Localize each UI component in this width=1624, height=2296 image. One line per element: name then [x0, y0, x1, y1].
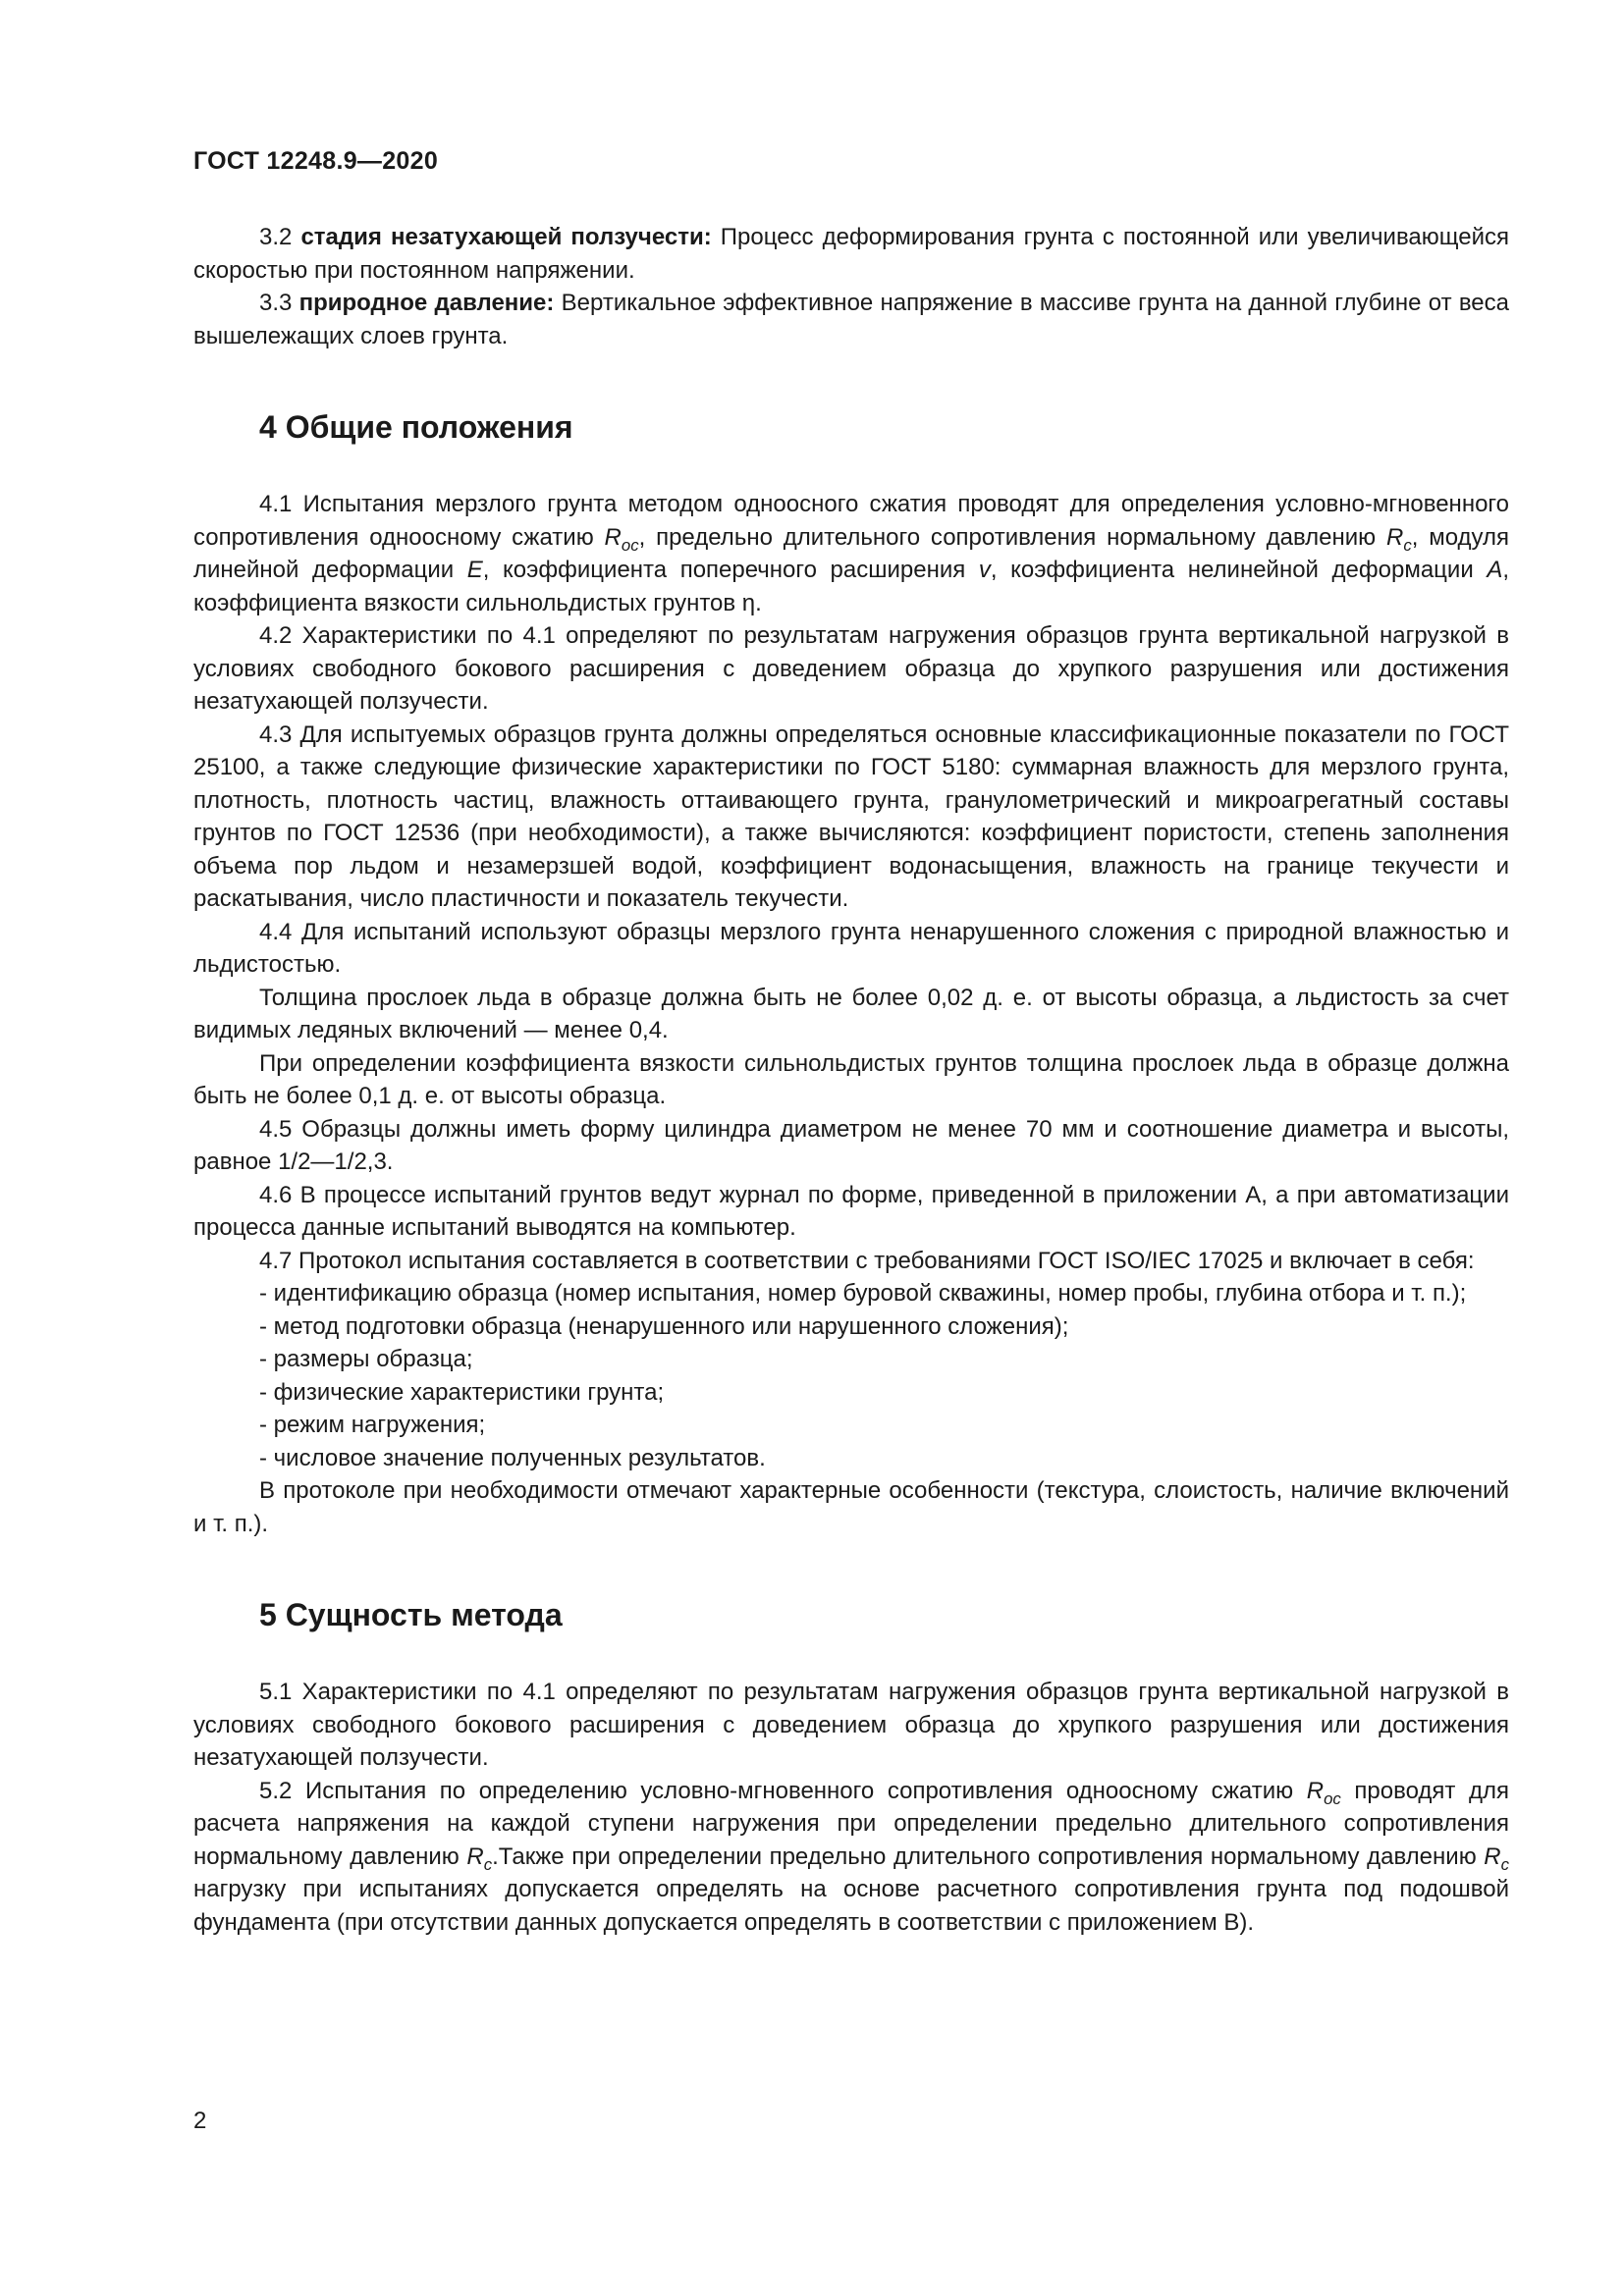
clause-5-1: 5.1 Характеристики по 4.1 определяют по результатам нагружения образцов грунта вертикальной нагрузкой в условиях свободного бокового расширения с доведением образца до хрупкого разрушения или достижения незатухающей ползучести.: [193, 1679, 1509, 1771]
clause-4-2: 4.2 Характеристики по 4.1 определяют по результатам нагружения образцов грунта вертикальной нагрузкой в условиях свободного бокового расширения с доведением образца до хрупкого разрушения или достижения незатухающей ползучести.: [193, 622, 1509, 715]
clause-4-4-ice-layers: Толщина прослоек льда в образце должна быть не более 0,02 д. е. от высоты образца, а льдистость за счет видимых ледяных включений — менее 0,4.: [193, 984, 1509, 1043]
document-body: [193, 221, 1509, 1939]
clause-4-4-viscosity: При определении коэффициента вязкости сильнольдистых грунтов толщина прослоек льда в образце должна быть не более 0,1 д. е. от высоты образца.: [193, 1049, 1509, 1109]
document-header: ГОСТ 12248.9—2020: [193, 147, 439, 175]
clause-3-3: 3.3 природное давление: Вертикальное эффективное напряжение в массиве грунта на данной глубине от веса вышележащих слоев грунта.: [193, 290, 1509, 349]
list-item: - числовое значение полученных результатов.: [259, 1444, 766, 1471]
clause-4-7-notes: В протоколе при необходимости отмечают характерные особенности (текстура, слоистость, наличие включений и т. п.).: [193, 1477, 1509, 1537]
term-nonattenuating-creep: стадия незатухающей ползучести:: [300, 224, 712, 250]
clause-4-4: 4.4 Для испытаний используют образцы мерзлого грунта ненарушенного сложения с природной влажностью и льдистостью.: [193, 918, 1509, 978]
clause-4-3: 4.3 Для испытуемых образцов грунта должны определяться основные классификационные показатели по ГОСТ 25100, а также следующие физические характеристики по ГОСТ 5180: суммарная влажность для мерзлого грунта, плотность, плотность частиц, влажность оттаивающего грунта, гранулометрический и микроагрегатный составы грунтов по ГОСТ 12536 (при необходимости), а также вычисляются: коэффициент пористости, степень заполнения объема пор льдом и незамерзшей водой, коэффициент водонасыщения, влажность на границе текучести и раскатывания, число пластичности и показатель текучести.: [193, 721, 1509, 912]
section-5-title: 5 Сущность метода: [259, 1597, 563, 1632]
term-natural-pressure: природное давление:: [298, 290, 555, 316]
list-item: - размеры образца;: [259, 1346, 473, 1372]
clause-4-7: 4.7 Протокол испытания составляется в соответствии с требованиями ГОСТ ISO/IEC 17025 и включает в себя:: [259, 1247, 1475, 1274]
clause-4-1: 4.1 Испытания мерзлого грунта методом одноосного сжатия проводят для определения условно-мгновенного сопротивления одноосному сжатию $R_{oc}$, предельно длительного сопротивления нормальному давлению $R_c$, модуля линейной деформации E, коэффициента поперечного расширения v, коэффициента нелинейной деформации A, коэффициента вязкости сильнольдистых грунтов η.: [193, 491, 1510, 616]
page-number: 2: [193, 2108, 207, 2134]
list-item: - метод подготовки образца (ненарушенного или нарушенного сложения);: [259, 1312, 1069, 1340]
list-item: - режим нагружения;: [259, 1412, 486, 1438]
list-item: - физические характеристики грунта;: [259, 1378, 665, 1406]
clause-3-2: 3.2 стадия незатухающей ползучести: Процесс деформирования грунта с постоянной или увеличивающейся скоростью при постоянном напряжении.: [193, 224, 1509, 284]
list-item: - идентификацию образца (номер испытания, номер буровой скважины, номер пробы, глубина отбора и т. п.);: [259, 1280, 1467, 1307]
clause-4-5: 4.5 Образцы должны иметь форму цилиндра диаметром не менее 70 мм и соотношение диаметра и высоты, равное 1/2—1/2,3.: [193, 1115, 1509, 1175]
clause-5-2: 5.2 Испытания по определению условно-мгновенного сопротивления одноосному сжатию $R_{oc}$ проводят для расчета напряжения на каждой ступени нагружения при определении предельно длительного сопротивления нормальному давлению $R_c.Также$ при определении предельно длительного сопротивления нормальному давлению $R_c$ нагрузку при испытаниях допускается определять на основе расчетного сопротивления грунта под подошвой фундамента (при отсутствии данных допускается определять в соответствии с приложением В).: [193, 1777, 1510, 1936]
clause-4-6: 4.6 В процессе испытаний грунтов ведут журнал по форме, приведенной в приложении А, а при автоматизации процесса данные испытаний выводятся на компьютер.: [193, 1181, 1509, 1241]
section-4-title: 4 Общие положения: [259, 409, 573, 445]
